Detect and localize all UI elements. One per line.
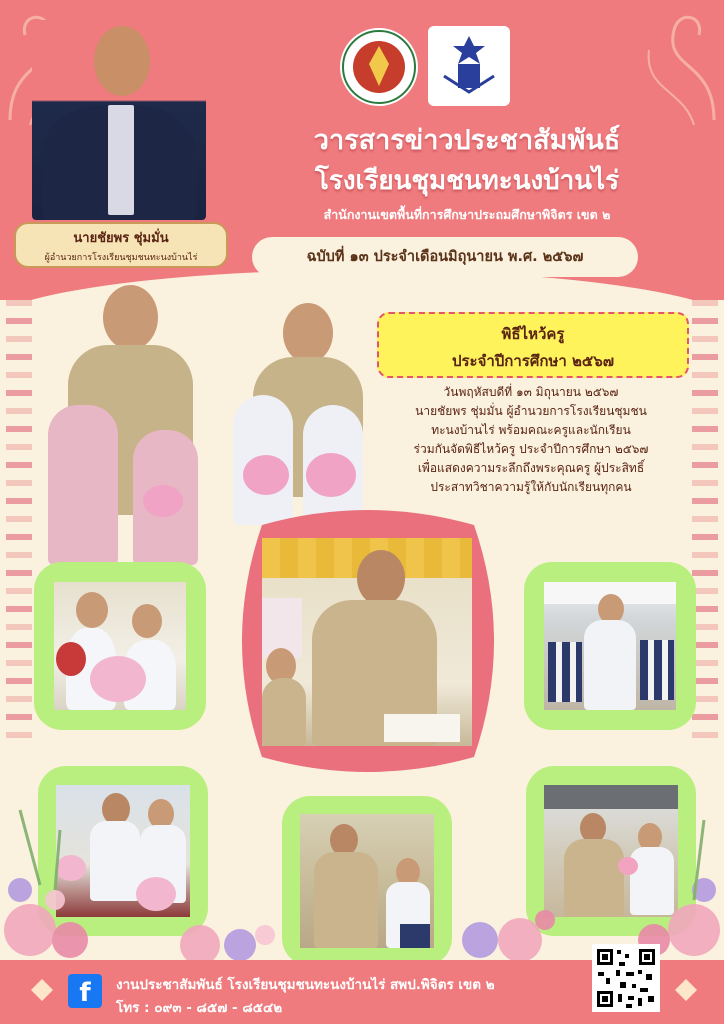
qr-code-icon	[592, 944, 660, 1012]
facebook-icon[interactable]: f	[68, 974, 102, 1008]
description-line: วันพฤหัสบดีที่ ๑๓ มิถุนายน ๒๕๖๗	[443, 385, 619, 399]
flowers-right-icon	[614, 800, 724, 960]
journal-title: วารสารข่าวประชาสัมพันธ์	[313, 125, 621, 156]
footer-ornament-left-icon	[30, 978, 54, 1002]
description-line: เพื่อแสดงความระลึกถึงพระคุณครู ผู้ประสิทธิ์	[417, 461, 645, 475]
event-year: ประจำปีการศึกษา ๒๕๖๗	[451, 352, 615, 370]
director-portrait	[32, 20, 206, 220]
event-title-box	[377, 312, 689, 378]
footer-phone: โทร : ๐๙๓ - ๘๕๗ - ๘๕๔๒	[116, 1000, 283, 1016]
ornament-right-icon	[634, 0, 724, 130]
event-photo	[544, 582, 676, 710]
director-name-ribbon	[14, 222, 228, 268]
central-event-photo	[262, 538, 472, 746]
director-name: นายชัยพร ชุ่มมั่น	[73, 231, 169, 246]
obec-logo	[428, 26, 510, 106]
event-description	[368, 383, 694, 497]
description-line: นายชัยพร ชุ่มมั่น ผู้อำนวยการโรงเรียนชุมชน	[415, 404, 647, 418]
school-seal-logo	[340, 28, 418, 106]
obec-logo-icon	[428, 26, 510, 106]
description-line: ร่วมกันจัดพิธีไหว้ครู ประจำปีการศึกษา ๒๕๖๗	[413, 442, 649, 456]
event-photo	[300, 814, 434, 948]
issue-label: ฉบับที่ ๑๓ ประจำเดือนมิถุนายน พ.ศ. ๒๕๖๗	[252, 237, 638, 277]
education-office: สำนักงานเขตพื้นที่การศึกษาประถมศึกษาพิจิตร เขต ๒	[323, 207, 611, 222]
description-line: ทะนงบ้านไร่ พร้อมคณะครูและนักเรียน	[431, 423, 631, 437]
director-position: ผู้อำนวยการโรงเรียนชุมชนทะนงบ้านไร่	[44, 253, 198, 263]
flowers-mid-right-icon	[450, 880, 560, 970]
school-name-title: โรงเรียนชุมชนทะนงบ้านไร่	[314, 166, 620, 196]
event-title: พิธีไหว้ครู	[501, 325, 565, 343]
footer-pr-line: งานประชาสัมพันธ์ โรงเรียนชุมชนทะนงบ้านไร่ สพป.พิจิตร เขต ๒	[116, 977, 495, 993]
flowers-mid-left-icon	[170, 890, 280, 970]
flowers-left-icon	[0, 790, 110, 960]
left-border-pattern	[6, 300, 32, 750]
event-photo	[54, 582, 186, 710]
footer-ornament-right-icon	[674, 978, 698, 1002]
qr-code[interactable]	[592, 944, 660, 1012]
school-seal-icon	[340, 28, 418, 106]
description-line: ประสาทวิชาความรู้ให้กับนักเรียนทุกคน	[430, 480, 632, 494]
